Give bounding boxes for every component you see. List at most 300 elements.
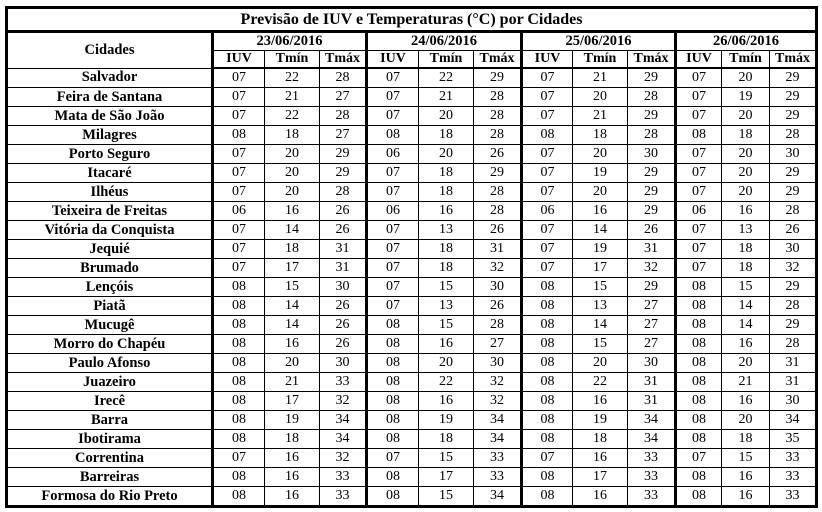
tmax-cell: 29	[770, 107, 817, 126]
iuv-cell: 07	[676, 88, 722, 107]
iuv-cell: 07	[213, 68, 265, 88]
tmax-cell: 34	[320, 430, 367, 449]
tmin-cell: 15	[573, 278, 628, 297]
city-name-cell: Itacaré	[7, 164, 213, 183]
tmax-cell: 30	[628, 354, 676, 373]
tmin-cell: 15	[722, 449, 770, 468]
iuv-cell: 07	[367, 68, 419, 88]
tmin-cell: 18	[419, 164, 474, 183]
iuv-cell: 08	[213, 335, 265, 354]
iuv-cell: 08	[522, 354, 573, 373]
tmin-cell: 21	[265, 88, 320, 107]
iuv-cell: 08	[213, 487, 265, 507]
forecast-table-body	[7, 68, 817, 507]
metric-header-iuv: IUV	[367, 51, 419, 69]
tmax-cell: 26	[320, 221, 367, 240]
tmax-cell: 28	[474, 183, 522, 202]
tmax-cell: 32	[474, 373, 522, 392]
tmin-cell: 20	[573, 145, 628, 164]
table-row	[7, 202, 817, 221]
tmax-cell: 29	[320, 145, 367, 164]
tmin-cell: 15	[573, 335, 628, 354]
iuv-cell: 08	[522, 392, 573, 411]
tmax-cell: 28	[770, 202, 817, 221]
iuv-cell: 08	[676, 373, 722, 392]
iuv-cell: 08	[522, 430, 573, 449]
city-name-cell: Barreiras	[7, 468, 213, 487]
tmin-cell: 18	[419, 259, 474, 278]
tmin-cell: 21	[573, 68, 628, 88]
tmin-cell: 20	[722, 68, 770, 88]
city-name-cell: Juazeiro	[7, 373, 213, 392]
tmin-cell: 20	[573, 183, 628, 202]
city-name-cell: Paulo Afonso	[7, 354, 213, 373]
iuv-cell: 06	[367, 202, 419, 221]
tmin-cell: 20	[265, 354, 320, 373]
tmax-cell: 28	[320, 183, 367, 202]
tmax-cell: 31	[628, 373, 676, 392]
iuv-cell: 08	[522, 373, 573, 392]
iuv-cell: 07	[522, 107, 573, 126]
tmax-cell: 26	[320, 297, 367, 316]
iuv-cell: 08	[367, 335, 419, 354]
city-name-cell: Jequié	[7, 240, 213, 259]
metric-header-iuv: IUV	[522, 51, 573, 69]
table-row	[7, 392, 817, 411]
tmax-cell: 26	[474, 297, 522, 316]
iuv-cell: 06	[213, 202, 265, 221]
table-row	[7, 145, 817, 164]
tmin-cell: 13	[573, 297, 628, 316]
tmax-cell: 30	[320, 278, 367, 297]
iuv-cell: 07	[213, 88, 265, 107]
tmin-cell: 20	[722, 164, 770, 183]
tmin-cell: 18	[419, 183, 474, 202]
city-name-cell: Irecê	[7, 392, 213, 411]
iuv-cell: 07	[367, 221, 419, 240]
iuv-cell: 08	[213, 392, 265, 411]
tmin-cell: 15	[419, 449, 474, 468]
tmin-cell: 16	[265, 335, 320, 354]
iuv-cell: 08	[213, 354, 265, 373]
iuv-cell: 07	[367, 240, 419, 259]
tmin-cell: 14	[722, 297, 770, 316]
tmax-cell: 26	[474, 145, 522, 164]
tmax-cell: 31	[320, 240, 367, 259]
tmax-cell: 28	[628, 88, 676, 107]
tmax-cell: 29	[474, 164, 522, 183]
iuv-cell: 07	[213, 183, 265, 202]
tmin-cell: 17	[419, 468, 474, 487]
tmax-cell: 27	[320, 126, 367, 145]
iuv-cell: 08	[213, 430, 265, 449]
tmax-cell: 26	[770, 221, 817, 240]
tmin-cell: 19	[573, 240, 628, 259]
iuv-cell: 07	[367, 88, 419, 107]
tmin-cell: 14	[265, 316, 320, 335]
iuv-cell: 07	[522, 145, 573, 164]
tmax-cell: 27	[628, 297, 676, 316]
date-header-row	[7, 32, 817, 51]
iuv-cell: 07	[367, 183, 419, 202]
tmax-cell: 29	[628, 107, 676, 126]
tmin-cell: 20	[722, 183, 770, 202]
table-row	[7, 373, 817, 392]
tmax-cell: 26	[320, 316, 367, 335]
tmax-cell: 28	[320, 107, 367, 126]
iuv-cell: 08	[213, 411, 265, 430]
tmin-cell: 20	[265, 183, 320, 202]
iuv-cell: 08	[522, 468, 573, 487]
table-row	[7, 468, 817, 487]
tmax-cell: 35	[770, 430, 817, 449]
iuv-cell: 07	[676, 107, 722, 126]
iuv-cell: 08	[213, 278, 265, 297]
iuv-cell: 08	[367, 468, 419, 487]
table-row	[7, 297, 817, 316]
tmin-cell: 16	[722, 335, 770, 354]
table-row	[7, 316, 817, 335]
city-name-cell: Salvador	[7, 68, 213, 88]
date-header-4: 26/06/2016	[676, 32, 817, 51]
tmin-cell: 16	[265, 468, 320, 487]
iuv-cell: 08	[367, 126, 419, 145]
tmin-cell: 20	[573, 88, 628, 107]
iuv-cell: 07	[522, 88, 573, 107]
tmin-cell: 16	[265, 487, 320, 507]
table-row	[7, 183, 817, 202]
tmin-cell: 16	[573, 487, 628, 507]
iuv-cell: 08	[676, 278, 722, 297]
tmin-cell: 22	[573, 373, 628, 392]
table-row	[7, 88, 817, 107]
tmax-cell: 26	[628, 221, 676, 240]
city-name-cell: Mata de São João	[7, 107, 213, 126]
tmin-cell: 19	[419, 411, 474, 430]
iuv-cell: 07	[676, 449, 722, 468]
tmin-cell: 16	[419, 202, 474, 221]
tmin-cell: 20	[419, 145, 474, 164]
city-name-cell: Feira de Santana	[7, 88, 213, 107]
iuv-cell: 07	[522, 183, 573, 202]
iuv-cell: 07	[213, 164, 265, 183]
tmin-cell: 20	[722, 145, 770, 164]
city-name-cell: Milagres	[7, 126, 213, 145]
title-row	[7, 8, 817, 32]
tmax-cell: 28	[770, 126, 817, 145]
tmax-cell: 30	[770, 392, 817, 411]
iuv-cell: 08	[676, 335, 722, 354]
iuv-cell: 08	[676, 411, 722, 430]
tmax-cell: 29	[770, 68, 817, 88]
tmax-cell: 34	[770, 411, 817, 430]
tmax-cell: 32	[628, 259, 676, 278]
city-name-cell: Correntina	[7, 449, 213, 468]
tmin-cell: 15	[419, 278, 474, 297]
tmax-cell: 27	[474, 335, 522, 354]
tmax-cell: 31	[770, 373, 817, 392]
tmin-cell: 14	[722, 316, 770, 335]
tmin-cell: 21	[573, 107, 628, 126]
iuv-cell: 08	[367, 373, 419, 392]
tmin-cell: 21	[265, 373, 320, 392]
tmin-cell: 16	[722, 487, 770, 507]
table-row	[7, 487, 817, 507]
tmin-cell: 20	[722, 411, 770, 430]
tmin-cell: 16	[265, 449, 320, 468]
tmax-cell: 29	[770, 88, 817, 107]
tmax-cell: 34	[628, 430, 676, 449]
tmax-cell: 32	[320, 449, 367, 468]
tmax-cell: 33	[320, 468, 367, 487]
tmax-cell: 34	[474, 487, 522, 507]
tmax-cell: 26	[474, 221, 522, 240]
iuv-cell: 07	[522, 259, 573, 278]
iuv-cell: 07	[213, 240, 265, 259]
tmin-cell: 18	[722, 240, 770, 259]
iuv-cell: 07	[367, 449, 419, 468]
iuv-cell: 07	[213, 449, 265, 468]
iuv-cell: 08	[676, 126, 722, 145]
tmax-cell: 29	[770, 183, 817, 202]
city-name-cell: Vitória da Conquista	[7, 221, 213, 240]
tmin-cell: 16	[419, 335, 474, 354]
tmin-cell: 18	[722, 126, 770, 145]
tmin-cell: 13	[419, 297, 474, 316]
tmin-cell: 22	[419, 68, 474, 88]
tmax-cell: 31	[770, 354, 817, 373]
tmin-cell: 16	[265, 202, 320, 221]
iuv-cell: 07	[676, 68, 722, 88]
iuv-cell: 08	[522, 297, 573, 316]
tmin-cell: 20	[573, 354, 628, 373]
tmin-cell: 18	[573, 430, 628, 449]
tmin-cell: 17	[265, 259, 320, 278]
tmin-cell: 16	[419, 392, 474, 411]
tmin-cell: 18	[419, 240, 474, 259]
table-row	[7, 354, 817, 373]
tmax-cell: 32	[474, 392, 522, 411]
city-name-cell: Piatã	[7, 297, 213, 316]
metric-header-tmin: Tmín	[419, 51, 474, 69]
tmin-cell: 15	[265, 278, 320, 297]
city-name-cell: Mucugê	[7, 316, 213, 335]
tmax-cell: 30	[474, 278, 522, 297]
tmax-cell: 30	[474, 354, 522, 373]
city-name-cell: Ilhéus	[7, 183, 213, 202]
tmin-cell: 19	[722, 88, 770, 107]
tmax-cell: 28	[474, 107, 522, 126]
tmax-cell: 29	[770, 316, 817, 335]
iuv-cell: 08	[676, 392, 722, 411]
iuv-cell: 08	[213, 316, 265, 335]
metric-header-tmax: Tmáx	[474, 51, 522, 69]
tmax-cell: 30	[628, 145, 676, 164]
metric-header-tmax: Tmáx	[770, 51, 817, 69]
tmin-cell: 13	[419, 221, 474, 240]
tmax-cell: 29	[770, 164, 817, 183]
tmin-cell: 18	[419, 430, 474, 449]
iuv-cell: 07	[522, 164, 573, 183]
table-row	[7, 126, 817, 145]
iuv-cell: 08	[367, 392, 419, 411]
metric-header-iuv: IUV	[676, 51, 722, 69]
iuv-cell: 06	[676, 202, 722, 221]
iuv-cell: 07	[367, 259, 419, 278]
tmax-cell: 31	[320, 259, 367, 278]
tmax-cell: 29	[770, 278, 817, 297]
iuv-cell: 07	[367, 164, 419, 183]
tmax-cell: 34	[474, 411, 522, 430]
metric-header-tmax: Tmáx	[320, 51, 367, 69]
tmin-cell: 14	[573, 316, 628, 335]
iuv-cell: 07	[367, 278, 419, 297]
iuv-cell: 08	[213, 297, 265, 316]
tmin-cell: 19	[265, 411, 320, 430]
tmin-cell: 21	[419, 88, 474, 107]
tmax-cell: 32	[770, 259, 817, 278]
tmax-cell: 33	[628, 449, 676, 468]
tmax-cell: 28	[628, 126, 676, 145]
tmax-cell: 29	[628, 183, 676, 202]
table-row	[7, 68, 817, 88]
tmax-cell: 33	[474, 449, 522, 468]
table-row	[7, 449, 817, 468]
tmin-cell: 18	[722, 259, 770, 278]
tmin-cell: 19	[573, 164, 628, 183]
iuv-cell: 08	[367, 316, 419, 335]
iuv-cell: 07	[522, 68, 573, 88]
tmax-cell: 32	[474, 259, 522, 278]
iuv-cell: 08	[522, 335, 573, 354]
iuv-cell: 07	[676, 240, 722, 259]
tmin-cell: 18	[419, 126, 474, 145]
iuv-cell: 07	[676, 183, 722, 202]
tmin-cell: 17	[265, 392, 320, 411]
tmax-cell: 30	[770, 240, 817, 259]
tmax-cell: 33	[770, 449, 817, 468]
tmax-cell: 33	[628, 468, 676, 487]
date-header-1: 23/06/2016	[213, 32, 367, 51]
iuv-cell: 07	[213, 107, 265, 126]
tmax-cell: 34	[320, 411, 367, 430]
table-row	[7, 335, 817, 354]
iuv-cell: 06	[522, 202, 573, 221]
iuv-cell: 08	[676, 354, 722, 373]
tmin-cell: 16	[722, 468, 770, 487]
tmin-cell: 20	[722, 107, 770, 126]
tmax-cell: 34	[628, 411, 676, 430]
tmax-cell: 32	[320, 392, 367, 411]
tmax-cell: 33	[628, 487, 676, 507]
tmin-cell: 17	[573, 259, 628, 278]
tmax-cell: 26	[320, 335, 367, 354]
date-header-3: 25/06/2016	[522, 32, 676, 51]
forecast-table	[5, 6, 818, 508]
iuv-cell: 08	[522, 126, 573, 145]
tmin-cell: 18	[265, 240, 320, 259]
iuv-cell: 08	[676, 468, 722, 487]
iuv-cell: 08	[367, 354, 419, 373]
iuv-cell: 07	[522, 240, 573, 259]
tmax-cell: 29	[628, 202, 676, 221]
metric-header-tmin: Tmín	[265, 51, 320, 69]
tmax-cell: 28	[770, 335, 817, 354]
tmin-cell: 22	[419, 373, 474, 392]
metric-header-tmax: Tmáx	[628, 51, 676, 69]
tmin-cell: 16	[573, 202, 628, 221]
metric-header-iuv: IUV	[213, 51, 265, 69]
tmin-cell: 17	[573, 468, 628, 487]
tmin-cell: 15	[419, 316, 474, 335]
iuv-cell: 06	[367, 145, 419, 164]
tmax-cell: 29	[628, 164, 676, 183]
tmax-cell: 33	[474, 468, 522, 487]
tmax-cell: 28	[474, 316, 522, 335]
table-row	[7, 430, 817, 449]
iuv-cell: 07	[676, 145, 722, 164]
iuv-cell: 07	[676, 164, 722, 183]
tmin-cell: 14	[265, 297, 320, 316]
tmin-cell: 20	[722, 354, 770, 373]
tmax-cell: 29	[474, 68, 522, 88]
iuv-cell: 08	[522, 316, 573, 335]
table-row	[7, 278, 817, 297]
tmax-cell: 28	[770, 297, 817, 316]
tmin-cell: 13	[722, 221, 770, 240]
city-name-cell: Formosa do Rio Preto	[7, 487, 213, 507]
tmax-cell: 27	[628, 335, 676, 354]
metric-header-tmin: Tmín	[722, 51, 770, 69]
iuv-cell: 08	[213, 126, 265, 145]
tmax-cell: 28	[474, 202, 522, 221]
iuv-cell: 08	[367, 411, 419, 430]
iuv-cell: 07	[367, 297, 419, 316]
tmax-cell: 28	[474, 126, 522, 145]
iuv-cell: 07	[213, 145, 265, 164]
iuv-cell: 08	[367, 487, 419, 507]
tmax-cell: 30	[320, 354, 367, 373]
tmin-cell: 22	[265, 107, 320, 126]
tmin-cell: 16	[573, 449, 628, 468]
table-row	[7, 411, 817, 430]
table-row	[7, 240, 817, 259]
iuv-cell: 08	[676, 297, 722, 316]
tmax-cell: 31	[628, 392, 676, 411]
iuv-cell: 08	[522, 487, 573, 507]
city-name-cell: Lençóis	[7, 278, 213, 297]
iuv-cell: 08	[676, 316, 722, 335]
tmax-cell: 28	[474, 88, 522, 107]
tmin-cell: 19	[573, 411, 628, 430]
city-name-cell: Morro do Chapéu	[7, 335, 213, 354]
tmax-cell: 31	[628, 240, 676, 259]
tmin-cell: 18	[265, 430, 320, 449]
tmin-cell: 18	[722, 430, 770, 449]
tmax-cell: 29	[320, 164, 367, 183]
tmax-cell: 29	[628, 68, 676, 88]
tmin-cell: 21	[722, 373, 770, 392]
tmax-cell: 26	[320, 202, 367, 221]
iuv-cell: 08	[522, 411, 573, 430]
iuv-cell: 08	[213, 373, 265, 392]
tmin-cell: 22	[265, 68, 320, 88]
metric-header-tmin: Tmín	[573, 51, 628, 69]
cities-column-header: Cidades	[7, 32, 213, 69]
iuv-cell: 08	[676, 487, 722, 507]
date-header-2: 24/06/2016	[367, 32, 522, 51]
tmin-cell: 14	[265, 221, 320, 240]
